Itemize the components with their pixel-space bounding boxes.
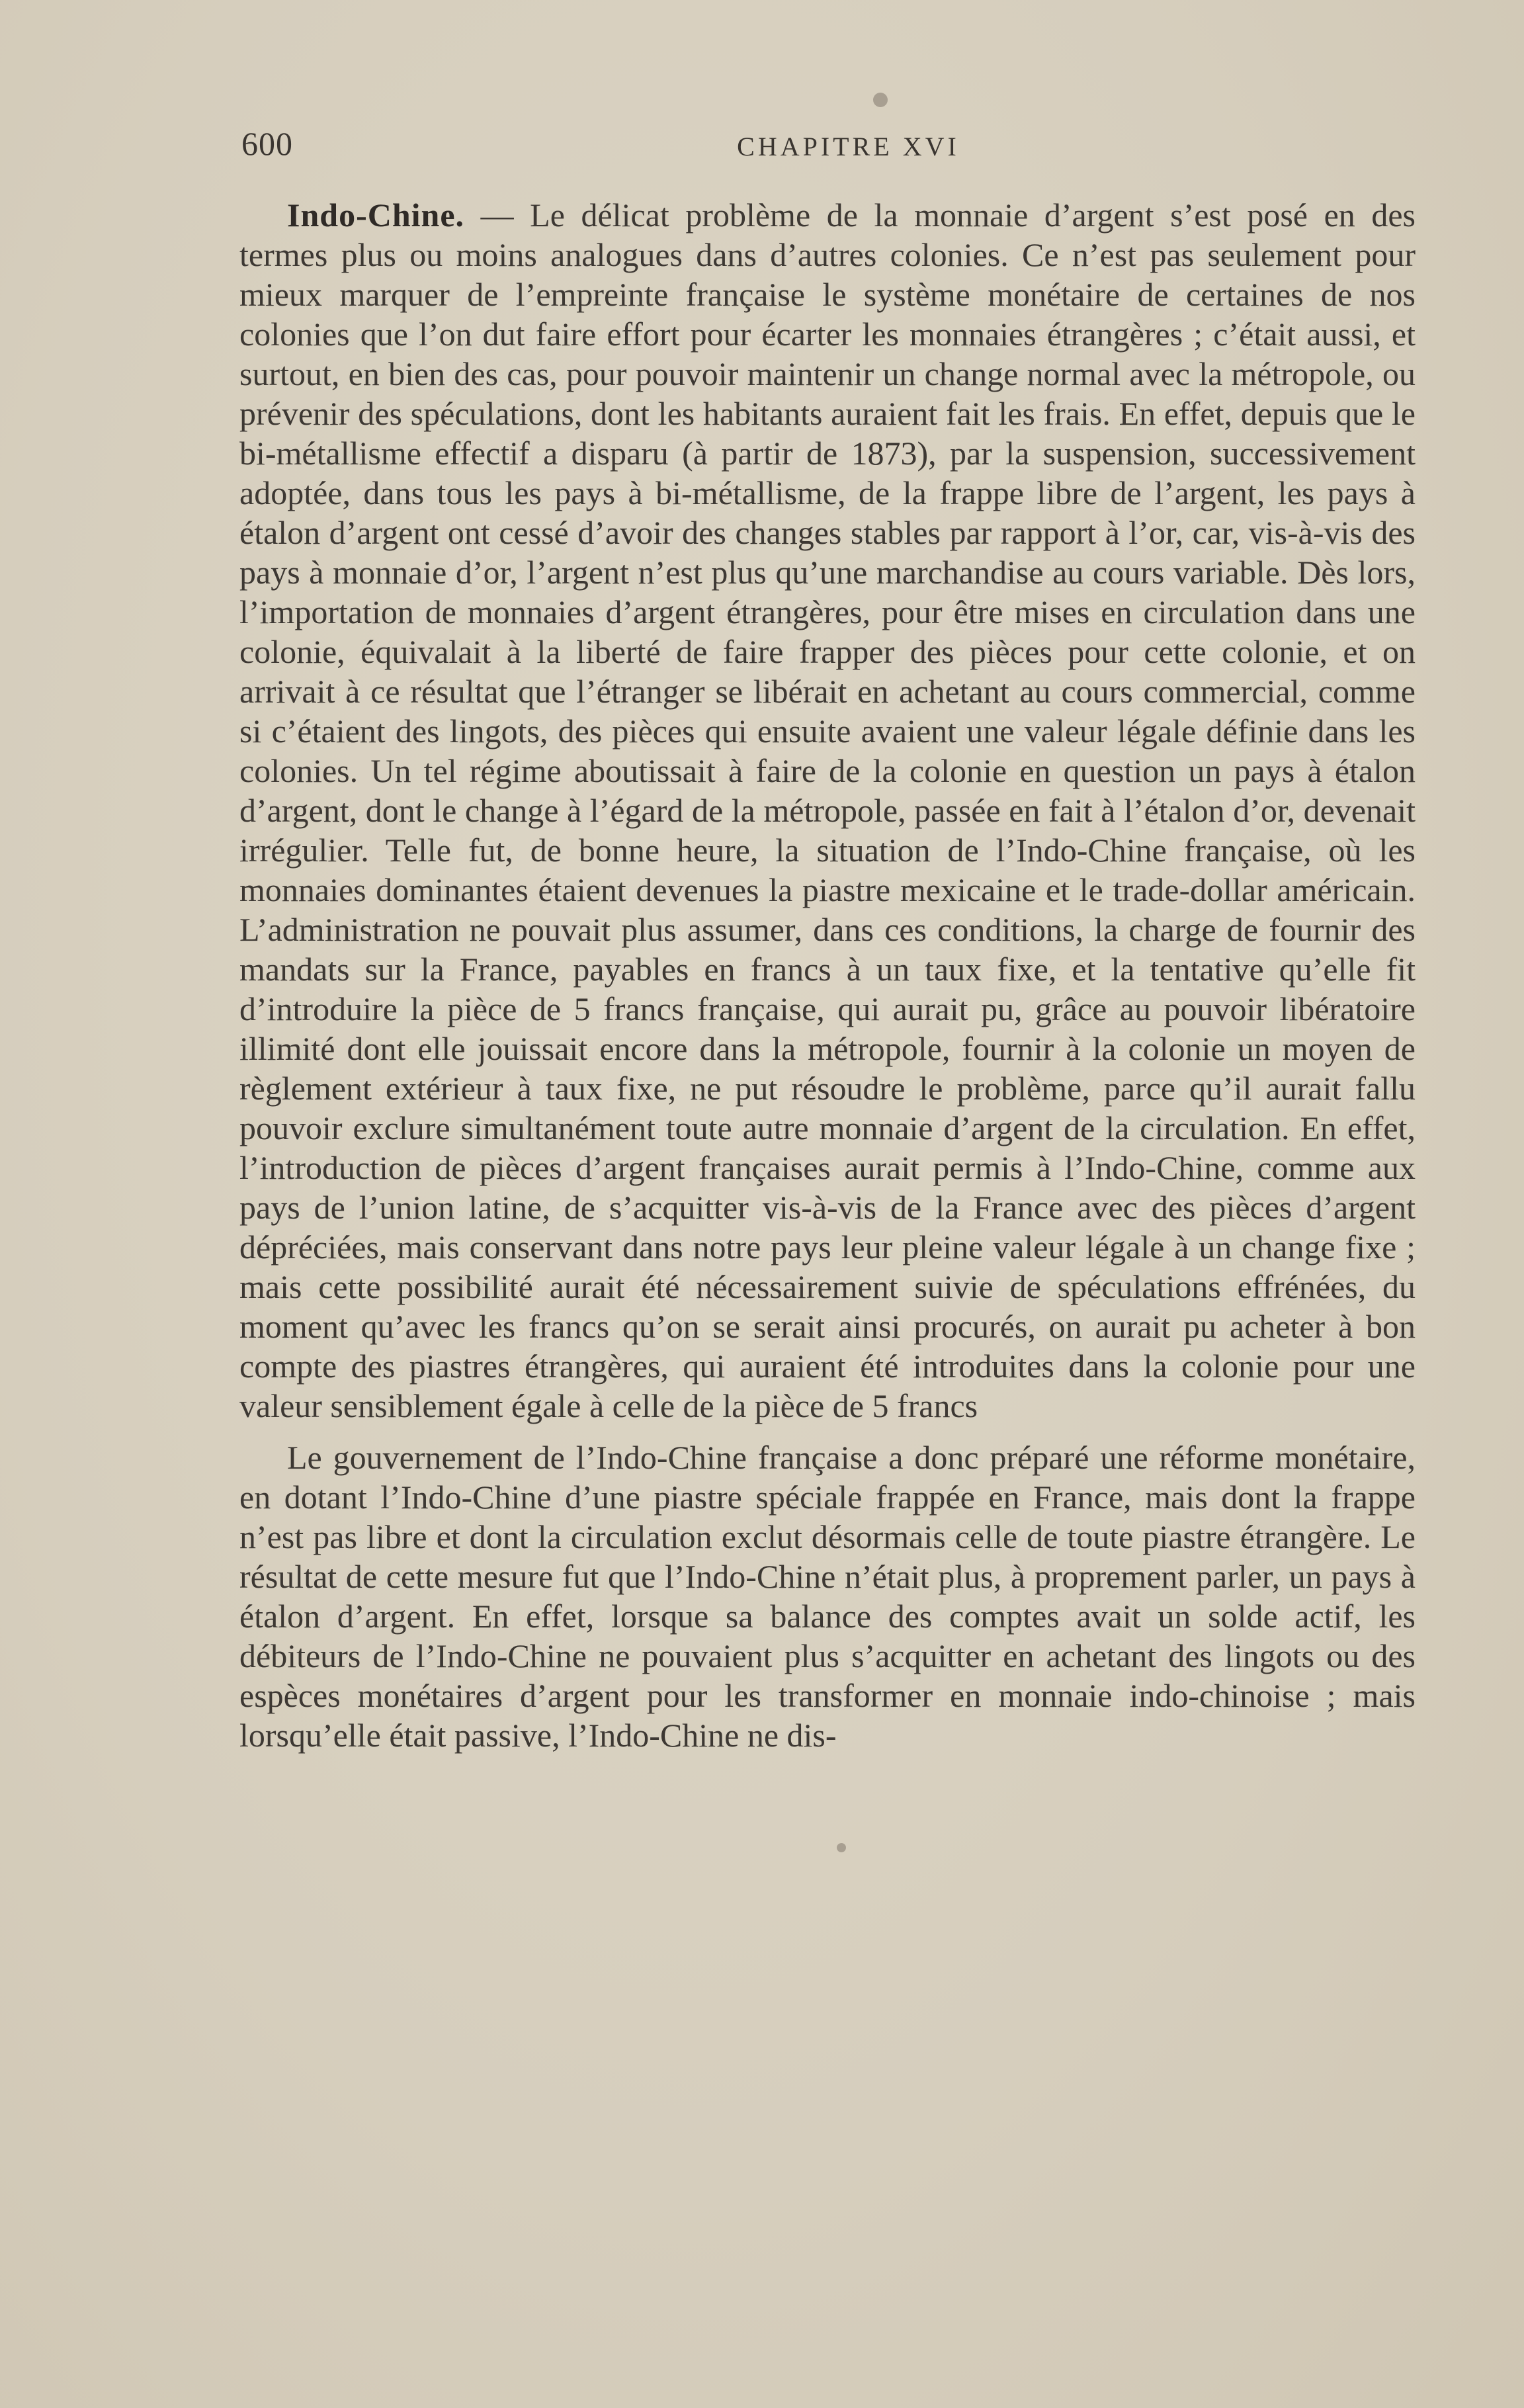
body-text — [239, 195, 1416, 1755]
paragraph-text: — Le délicat problème de la monnaie d’argent s’est posé en des termes plus ou moins analogues dans d’autres colonies. Ce n’est pas seulement pour mieux marquer de l’empreinte française le système monétaire de certaines de nos colonies que l’on dut faire effort pour écarter les monnaies étrangères ; c’était aussi, et surtout, en bien des cas, pour pouvoir maintenir un change normal avec la métropole, ou prévenir des spéculations, dont les habitants auraient fait les frais. En effet, depuis que le bi-métallisme effectif a disparu (à partir de 1873), par la suspension, successivement adoptée, dans tous les pays à bi-métallisme, de la frappe libre de l’argent, les pays à étalon d’argent ont cessé d’avoir des changes stables par rapport à l’or, car, vis-à-vis des pays à monnaie d’or, l’argent n’est plus qu’une marchandise au cours variable. Dès lors, l’importation de monnaies d’argent étrangères, pour être mises en circulation dans une colonie, équivalait à la liberté de faire frapper des pièces pour cette colonie, et on arrivait à ce résultat que l’étranger se libérait en achetant au cours commercial, comme si c’étaient des lingots, des pièces qui ensuite avaient une valeur légale définie dans les colonies. Un tel régime aboutissait à faire de la colonie en question un pays à étalon d’argent, dont le change à l’égard de la métropole, passée en fait à l’étalon d’or, devenait irrégulier. Telle fut, de bonne heure, la situation de l’Indo-Chine française, où les monnaies dominantes étaient devenues la piastre mexicaine et le trade-dollar américain. L’administration ne pouvait plus assumer, dans ces conditions, la charge de fournir des mandats sur la France, payables en francs à un taux fixe, et la tentative qu’elle fit d’introduire la pièce de 5 francs française, qui aurait pu, grâce au pouvoir libératoire illimité dont elle jouissait encore dans la métropole, fournir à la colonie un moyen de règlement extérieur à taux fixe, ne put résoudre le problème, parce qu’il aurait fallu pouvoir exclure simultanément toute autre monnaie d’argent de la circulation. En effet, l’introduction de pièces d’argent françaises aurait permis à l’Indo-Chine, comme aux pays de l’union latine, de s’acquitter vis-à-vis de la France avec des pièces d’argent dépréciées, mais conservant dans notre pays leur pleine valeur légale à un change fixe ; mais cette possibilité aurait été nécessairement suivie de spéculations effrénées, du moment qu’avec les francs qu’on se serait ainsi procurés, on aurait pu acheter à bon compte des piastres étrangères, qui auraient été introduites dans la colonie pour une valeur sensiblement égale à celle de la pièce de 5 francs — [239, 196, 1416, 1424]
paper-speck — [837, 1843, 846, 1852]
page-number: 600 — [241, 125, 293, 162]
paragraph-reforme — [239, 1438, 1416, 1755]
page-header — [241, 119, 1416, 172]
running-head: CHAPITRE XVI — [737, 132, 960, 161]
paragraph-text: Le gouvernement de l’Indo-Chine française a donc préparé une réforme monétaire, en dotant l’Indo-Chine d’une piastre spéciale frappée en France, mais dont la frappe n’est pas libre et dont la circulation exclut désormais celle de toute piastre étrangère. Le résultat de cette mesure fut que l’Indo-Chine n’était plus, à proprement parler, un pays à étalon d’argent. En effet, lorsque sa balance des comptes avait un solde actif, les débiteurs de l’Indo-Chine ne pouvaient plus s’acquitter en achetant des lingots ou des espèces monétaires d’argent pour les transformer en monnaie indo-chinoise ; mais lorsqu’elle était passive, l’Indo-Chine ne dis- — [239, 1439, 1416, 1754]
paper-speck — [873, 93, 888, 107]
paragraph-indo-chine — [239, 195, 1416, 1426]
section-run-in-heading: Indo-Chine. — [287, 196, 465, 234]
